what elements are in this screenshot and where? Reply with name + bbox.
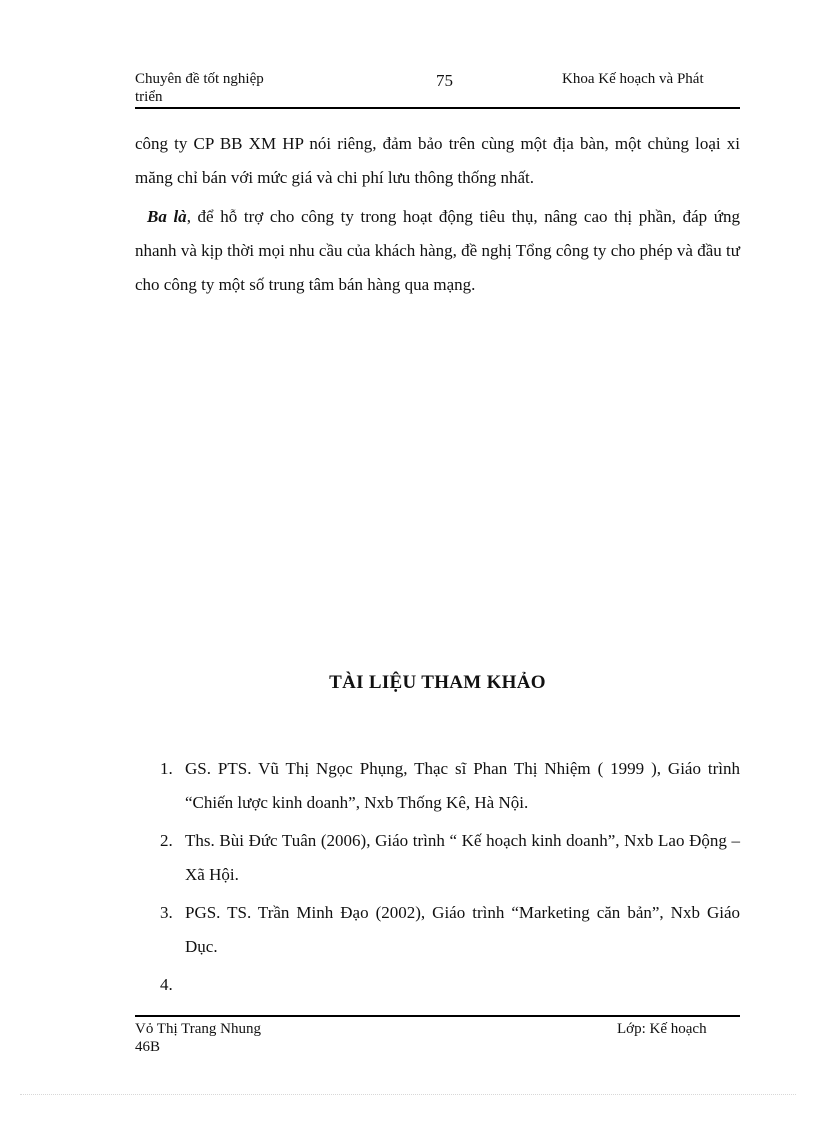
references-title: TÀI LIỆU THAM KHẢO (329, 672, 546, 693)
reference-item (160, 824, 740, 892)
reference-number: 2. (160, 831, 173, 850)
body-paragraph-1: công ty CP BB XM HP nói riêng, đảm bảo trên cùng một địa bàn, một chủng loại xi măng chỉ bán với mức giá và chi phí lưu thông thống nhất. (135, 134, 740, 187)
paragraph-lead: Ba là (147, 207, 187, 226)
paragraph-text: , để hỗ trợ cho công ty trong hoạt động tiêu thụ, nâng cao thị phần, đáp ứng nhanh và kịp thời mọi nhu cầu của khách hàng, đề nghị Tổng công ty cho phép và đầu tư cho công ty một số trung tâm bán hàng qua mạng. (135, 207, 740, 294)
header-left (135, 70, 285, 106)
header-divider (135, 107, 740, 109)
reference-number: 3. (160, 903, 173, 922)
header-subject-wrap: triển (135, 89, 163, 105)
reference-item (160, 968, 740, 1002)
header-subject: Chuyên đề tốt nghiệp (135, 71, 264, 87)
reference-list (160, 752, 740, 1006)
footer-divider (135, 1015, 740, 1017)
reference-text: GS. PTS. Vũ Thị Ngọc Phụng, Thạc sĩ Phan Thị Nhiệm ( 1999 ), Giáo trình “Chiến lược kinh doanh”, Nxb Thống Kê, Hà Nội. (185, 759, 740, 812)
reference-number: 4. (160, 975, 173, 994)
footer-class: Lớp: Kế hoạch (617, 1021, 707, 1037)
reference-item (160, 752, 740, 820)
footer-author: Vỏ Thị Trang Nhung (135, 1021, 261, 1037)
reference-text: PGS. TS. Trần Minh Đạo (2002), Giáo trình “Marketing căn bản”, Nxb Giáo Dục. (185, 903, 740, 956)
footer-left (135, 1020, 295, 1056)
reference-text (185, 975, 189, 994)
page-number: 75 (436, 71, 453, 90)
footer-class-code: 46B (135, 1039, 161, 1055)
page-edge-marker (20, 1094, 796, 1095)
reference-number: 1. (160, 759, 173, 778)
reference-text: Ths. Bùi Đức Tuân (2006), Giáo trình “ Kế hoạch kinh doanh”, Nxb Lao Động – Xã Hội. (185, 831, 740, 884)
reference-item (160, 896, 740, 964)
body-paragraph-2 (135, 200, 740, 302)
header-faculty: Khoa Kế hoạch và Phát (562, 71, 704, 87)
